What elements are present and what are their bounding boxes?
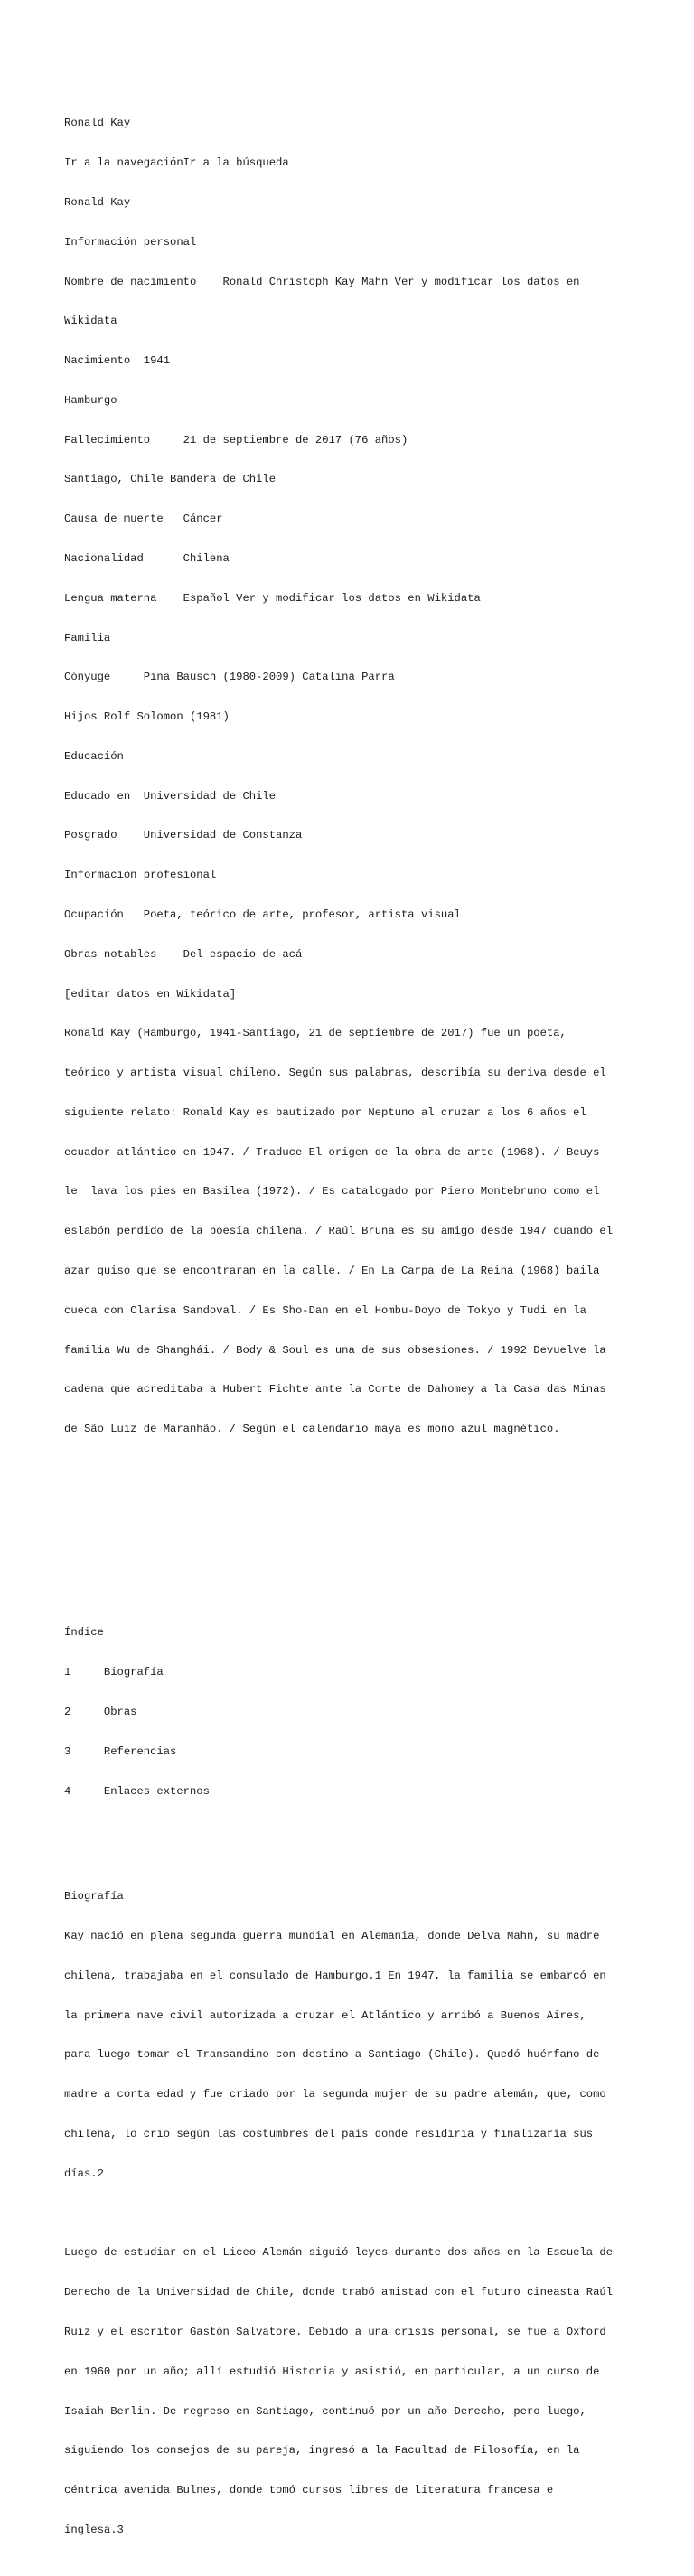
section-heading: Biografía <box>64 1890 124 1904</box>
intro-line: familia Wu de Shanghái. / Body & Soul es una de sus obsesiones. / 1992 Devuelve la <box>64 1343 606 1357</box>
infobox-row-death-place: Santiago, Chile Bandera de Chile <box>64 473 277 486</box>
infobox-row-birth-name: Nombre de nacimiento Ronald Christoph Kay Mahn Ver y modificar los datos en <box>64 275 580 288</box>
intro-line: le lava los pies en Basilea (1972). / Es catalogado por Piero Montebruno como el <box>64 1185 600 1199</box>
intro-line: de São Luiz de Maranhão. / Según el calendario maya es mono azul magnético. <box>64 1423 560 1436</box>
paragraph-line: para luego tomar el Transandino con destino a Santiago (Chile). Quedó huérfano de <box>64 2048 600 2062</box>
infobox-row-educated-at: Educado en Universidad de Chile <box>64 789 277 803</box>
paragraph-line: céntrica avenida Bulnes, donde tomó cursos libres de literatura francesa e <box>64 2484 554 2497</box>
intro-line: Ronald Kay (Hamburgo, 1941-Santiago, 21 de septiembre de 2017) fue un poeta, <box>64 1027 567 1040</box>
table-of-contents <box>64 1600 642 1824</box>
toc-item-referencias[interactable]: 3 Referencias <box>64 1744 177 1758</box>
infobox-row-death: Fallecimiento 21 de septiembre de 2017 (76 años) <box>64 433 408 447</box>
infobox-section-family: Familia <box>64 631 111 644</box>
paragraph-line: inglesa.3 <box>64 2523 124 2536</box>
toc-heading: Índice <box>64 1626 104 1640</box>
spacer <box>64 2207 642 2221</box>
infobox-row-birth-name-cont: Wikidata <box>64 315 117 328</box>
infobox-row-occupation: Ocupación Poeta, teórico de arte, profesor, artista visual <box>64 908 461 921</box>
section-biografia <box>64 1864 642 2562</box>
text-line: Ronald Kay <box>64 117 131 130</box>
paragraph-line: chilena, lo crio según las costumbres del país donde residiría y finalizaría sus <box>64 2128 594 2141</box>
paragraph-line: Isaiah Berlin. De regreso en Santiago, continuó por un año Derecho, pero luego, <box>64 2404 586 2418</box>
paragraph-line: chilena, trabajaba en el consulado de Hamburgo.1 En 1947, la familia se embarcó en <box>64 1969 606 1982</box>
infobox-row-birth-place: Hamburgo <box>64 393 117 407</box>
infobox-row-postgrad: Posgrado Universidad de Constanza <box>64 829 303 842</box>
infobox-section-education: Educación <box>64 749 124 763</box>
infobox-row-birth: Nacimiento 1941 <box>64 354 171 368</box>
paragraph-line: madre a corta edad y fue criado por la segunda mujer de su padre alemán, que, como <box>64 2088 606 2101</box>
paragraph-line: Derecho de la Universidad de Chile, donde trabó amistad con el futuro cineasta Raúl <box>64 2286 614 2299</box>
infobox-and-intro <box>64 90 642 1462</box>
paragraph-line: días.2 <box>64 2167 104 2180</box>
paragraph-line: Kay nació en plena segunda guerra mundial en Alemania, donde Delva Mahn, su madre <box>64 1930 600 1943</box>
infobox-row-spouse: Cónyuge Pina Bausch (1980-2009) Catalina Parra <box>64 671 395 684</box>
intro-line: eslabón perdido de la poesía chilena. / Raúl Bruna es su amigo desde 1947 cuando el <box>64 1225 614 1238</box>
skip-links[interactable]: Ir a la navegaciónIr a la búsqueda <box>64 156 289 170</box>
infobox-row-notable-works: Obras notables Del espacio de acá <box>64 947 303 961</box>
intro-line: teórico y artista visual chileno. Según sus palabras, describía su deriva desde el <box>64 1067 606 1080</box>
infobox-row-children: Hijos Rolf Solomon (1981) <box>64 710 230 724</box>
infobox-section-personal: Información personal <box>64 235 197 249</box>
toc-item-biografia[interactable]: 1 Biografía <box>64 1666 164 1679</box>
infobox-row-cause-of-death: Causa de muerte Cáncer <box>64 512 223 526</box>
toc-item-obras[interactable]: 2 Obras <box>64 1706 137 1719</box>
paragraph-line: Luego de estudiar en el Liceo Alemán siguió leyes durante dos años en la Escuela de <box>64 2246 614 2260</box>
infobox-row-native-language: Lengua materna Español Ver y modificar los datos en Wikidata <box>64 591 481 605</box>
intro-line: siguiente relato: Ronald Kay es bautizado por Neptuno al cruzar a los 6 años el <box>64 1105 586 1119</box>
intro-line: cadena que acreditaba a Hubert Fichte ante la Corte de Dahomey a la Casa das Minas <box>64 1383 606 1396</box>
paragraph-line: en 1960 por un año; allí estudió Historia y asistió, en particular, a un curso de <box>64 2364 600 2378</box>
intro-line: azar quiso que se encontraran en la calle. / En La Carpa de La Reina (1968) baila <box>64 1264 600 1278</box>
infobox-row-nationality: Nacionalidad Chilena <box>64 551 230 565</box>
intro-line: ecuador atlántico en 1947. / Traduce El origen de la obra de arte (1968). / Beuys <box>64 1145 600 1159</box>
paragraph-line: siguiendo los consejos de su pareja, ingresó a la Facultad de Filosofía, en la <box>64 2444 580 2458</box>
edit-wikidata-link[interactable]: [editar datos en Wikidata] <box>64 987 237 1001</box>
paragraph-line: Ruiz y el escritor Gastón Salvatore. Debido a una crisis personal, se fue a Oxford <box>64 2325 606 2338</box>
document-page <box>64 64 642 2576</box>
intro-line: cueca con Clarisa Sandoval. / Es Sho-Dan en el Hombu-Doyo de Tokyo y Tudi en la <box>64 1303 586 1317</box>
spacer <box>64 1502 642 1516</box>
paragraph-line: la primera nave civil autorizada a cruzar el Atlántico y arribó a Buenos Aires, <box>64 2008 586 2022</box>
toc-item-enlaces-externos[interactable]: 4 Enlaces externos <box>64 1784 210 1798</box>
infobox-section-professional: Información profesional <box>64 869 217 882</box>
spacer <box>64 1542 642 1561</box>
infobox-title: Ronald Kay <box>64 195 131 209</box>
